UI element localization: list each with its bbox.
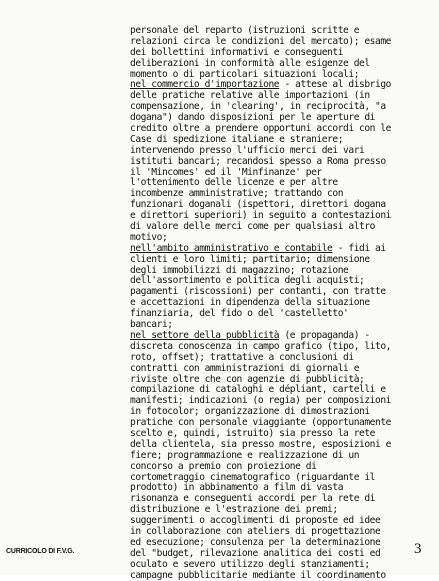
line-text: e accettazioni in dipendenza della situazione [130, 297, 370, 309]
line-text: campagne pubblicitarie mediante il coordinamento [130, 569, 386, 581]
line-text: istituti bancari; recandosi spesso a Roma presso [130, 155, 386, 167]
line-text: incombenze amministrative; trattando con [130, 188, 344, 200]
section-heading: nel settore della pubblicità [130, 329, 280, 341]
line-text: funzionari doganali (ispettori, direttori dogana [130, 199, 386, 211]
line-text: ed esecuzione; consulenza per la determinazione [130, 536, 381, 548]
line-text: finanziaria, del fido o del 'castelletto' [130, 308, 349, 320]
line-text: della clientela, sia presso mostre, esposizioni e [130, 438, 391, 450]
footer-label: CURRICOLO DI F.V.G. [6, 548, 75, 555]
line-text: scelto e, quindi, istruito) sia presso la rete [130, 427, 375, 439]
line-text: dogana") dando disposizioni per le aperture di [130, 112, 375, 124]
line-text: degli immobilizzi di magazzino; rotazione [130, 264, 349, 276]
line-text: deliberazioni in conformità alle esigenze del [130, 57, 370, 69]
line-text: di valore delle merci come per qualsiasi altro [130, 221, 375, 233]
text-line [130, 571, 430, 581]
line-text: il 'Mincomes' ed il 'Minfinanze' per [130, 166, 322, 178]
line-text: motivo; [130, 231, 168, 243]
line-text: prodotto) in abbinamento a film di vasta [130, 482, 344, 494]
line-text: discreta conoscenza in campo grafico (tipo, lito, [130, 340, 391, 352]
line-text: personale del reparto (istruzioni scritte e [130, 25, 360, 36]
line-text: e direttori superiori) in seguito a contestazioni [130, 210, 391, 222]
line-text: riviste oltre che con agenzie di pubblicità; [130, 373, 365, 385]
line-text: concorso a premio con proiezione di [130, 460, 317, 472]
line-text: credito oltre a prendere opportuni accordi con le [130, 123, 391, 135]
line-text: Case di spedizione italiane e straniere; [130, 133, 344, 145]
line-text: fiere; programmazione e realizzazione di un [130, 449, 360, 461]
line-text: manifesti; indicazioni (o regia) per composizioni [130, 395, 391, 407]
line-text: relazioni circa le condizioni del mercato); esame [130, 35, 391, 47]
line-text: - fidi ai [332, 242, 386, 254]
line-text: dell'assortimento e politica degli acquisti; [130, 275, 365, 287]
line-text: bancari; [130, 319, 173, 331]
line-text: suggerimenti o accoglimenti di proposte ed idee [130, 515, 381, 527]
line-text: pagamenti (riscossioni) per contanti, con tratte [130, 286, 386, 298]
line-text: del "budget, rilevazione analitica dei costi ed [130, 547, 381, 559]
text-line [130, 222, 430, 233]
line-text: roto, offset); trattative a conclusioni di [130, 351, 354, 363]
line-text: contratti con amministrazioni di giornali e [130, 362, 360, 374]
line-text: risonanza e conseguenti accordi per la rete di [130, 493, 375, 505]
line-text: momento o di particolari situazioni locali; [130, 68, 360, 80]
section-heading: nel commercio d'importazione [130, 79, 280, 91]
line-text: intervenendo presso l'ufficio merci dei vari [130, 144, 365, 156]
line-text: distribuzione e l'estrazione dei premi; [130, 504, 338, 516]
line-text: cortometraggio cinematografico (riguardante il [130, 471, 375, 483]
line-text: (e propaganda) - [279, 329, 370, 341]
page-number: 3 [414, 541, 422, 557]
line-text: delle pratiche relative alle importazioni (in [130, 90, 370, 102]
line-text: - attese al disbrigo [279, 79, 391, 91]
line-text: compensazione, in 'clearing', in reciprocità, "a [130, 101, 386, 113]
section-heading: nell'ambito amministrativo e contabile [130, 242, 333, 254]
line-text: clienti e loro limiti; partitario; dimensione [130, 253, 370, 265]
line-text: dei bollettini informativi e conseguenti [130, 46, 344, 58]
line-text: l'ottenimento delle licenze e per altre [130, 177, 338, 189]
line-text: oculato e severo utilizzo degli stanziamenti; [130, 558, 370, 570]
line-text: in fotocolor; organizzazione di dimostrazioni [130, 406, 370, 418]
text-line [130, 309, 430, 320]
line-text: compilazione di cataloghi e dépliant, cartelli e [130, 384, 386, 396]
line-text: in collaborazione con ateliers di progettazione [130, 525, 381, 537]
body-text [130, 26, 430, 581]
line-text: pratiche con personale viaggiante (opportunamente [130, 417, 391, 429]
